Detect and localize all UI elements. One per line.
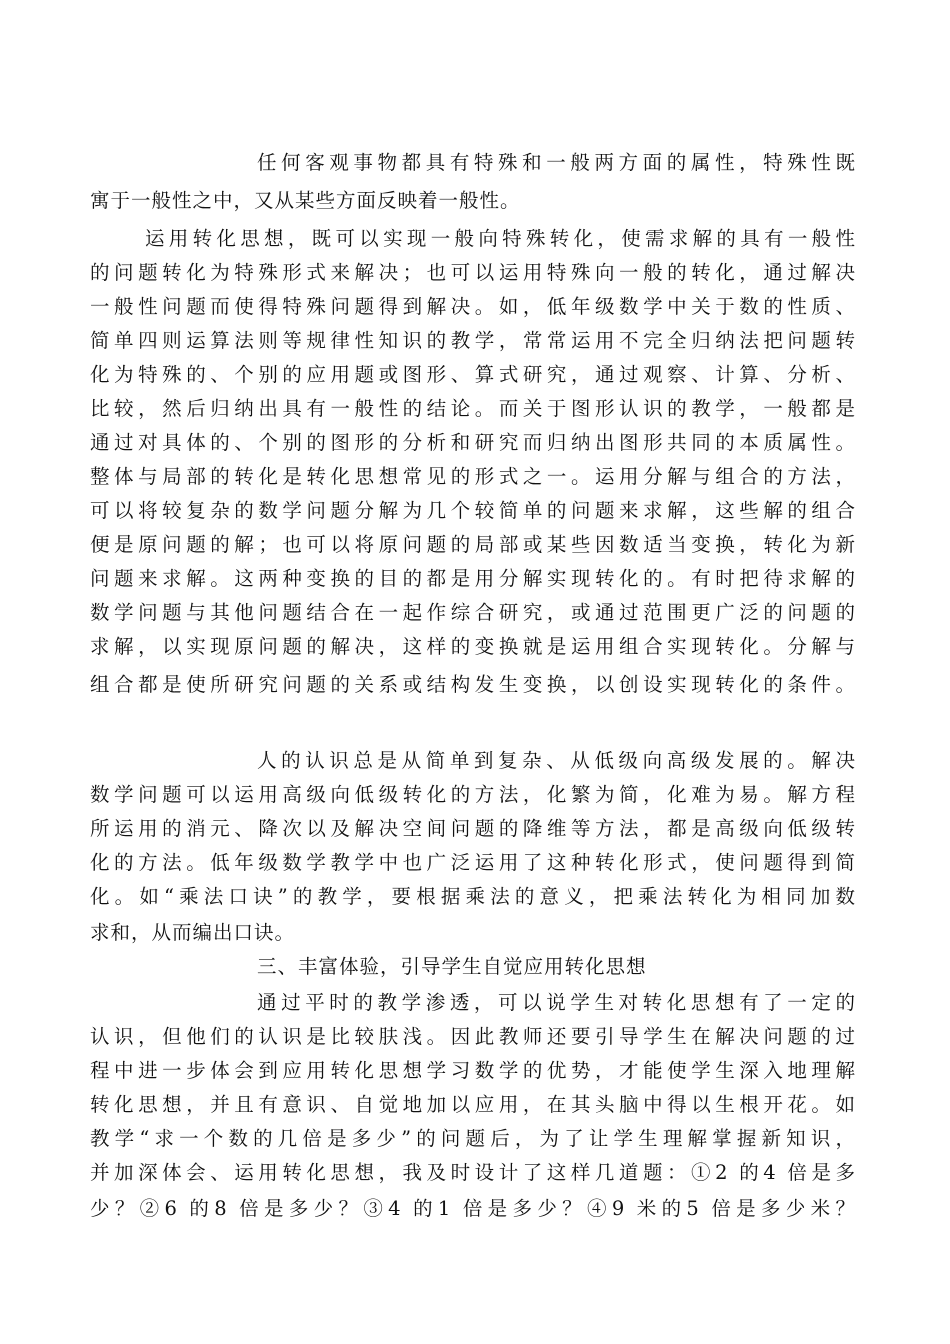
text-line: 数学问题与其他问题结合在一起作综合研究，或通过范围更广泛的问题的 <box>90 601 856 624</box>
text-line: 一般性问题而使得特殊问题得到解决。如，低年级数学中关于数的性质、 <box>90 295 856 318</box>
text-line: 数学问题可以运用高级向低级转化的方法，化繁为简，化难为易。解方程 <box>90 783 856 806</box>
text-line: 转化思想，并且有意识、自觉地加以应用，在其头脑中得以生根开花。如 <box>90 1093 856 1116</box>
section-heading: 三、丰富体验，引导学生自觉应用转化思想 <box>257 955 647 978</box>
text-line: 通过平时的教学渗透，可以说学生对转化思想有了一定的 <box>257 991 856 1014</box>
text-line: 简单四则运算法则等规律性知识的教学，常常运用不完全归纳法把问题转 <box>90 329 856 352</box>
text-line: 寓于一般性之中，又从某些方面反映着一般性。 <box>90 189 521 212</box>
text-line: 求和，从而编出口诀。 <box>90 921 296 944</box>
text-line: 并加深体会、运用转化思想，我及时设计了这样几道题：①2 的4 倍是多 <box>90 1161 856 1184</box>
text-line: 整体与局部的转化是转化思想常见的形式之一。运用分解与组合的方法， <box>90 465 856 488</box>
text-line: 所运用的消元、降次以及解决空间问题的降维等方法，都是高级向低级转 <box>90 817 856 840</box>
text-line: 组合都是使所研究问题的关系或结构发生变换，以创设实现转化的条件。 <box>90 673 856 696</box>
text-line: 的问题转化为特殊形式来解决；也可以运用特殊向一般的转化，通过解决 <box>90 261 856 284</box>
text-line: 教学“求一个数的几倍是多少”的问题后，为了让学生理解掌握新知识， <box>90 1127 856 1150</box>
text-line: 求解，以实现原问题的解决，这样的变换就是运用组合实现转化。分解与 <box>90 635 856 658</box>
text-line: 运用转化思想，既可以实现一般向特殊转化，使需求解的具有一般性 <box>145 227 856 250</box>
text-line: 便是原问题的解；也可以将原问题的局部或某些因数适当变换，转化为新 <box>90 533 856 556</box>
text-line: 认识，但他们的认识是比较肤浅。因此教师还要引导学生在解决问题的过 <box>90 1025 856 1048</box>
text-line: 可以将较复杂的数学问题分解为几个较简单的问题来求解，这些解的组合 <box>90 499 856 522</box>
text-line: 通过对具体的、个别的图形的分析和研究而归纳出图形共同的本质属性。 <box>90 431 856 454</box>
text-line: 任何客观事物都具有特殊和一般两方面的属性，特殊性既 <box>257 151 856 174</box>
text-line: 程中进一步体会到应用转化思想学习数学的优势，才能使学生深入地理解 <box>90 1059 856 1082</box>
text-line: 问题来求解。这两种变换的目的都是用分解实现转化的。有时把待求解的 <box>90 567 856 590</box>
text-line: 比较，然后归纳出具有一般性的结论。而关于图形认识的教学，一般都是 <box>90 397 856 420</box>
text-line: 化为特殊的、个别的应用题或图形、算式研究，通过观察、计算、分析、 <box>90 363 856 386</box>
text-line: 化。如“乘法口诀”的教学，要根据乘法的意义，把乘法转化为相同加数 <box>90 885 856 908</box>
text-line: 人的认识总是从简单到复杂、从低级向高级发展的。解决 <box>257 749 856 772</box>
text-line: 少？②6 的8 倍是多少？③4 的1 倍是多少？④9 米的5 倍是多少米？ <box>90 1197 856 1220</box>
text-line: 化的方法。低年级数学教学中也广泛运用了这种转化形式，使问题得到简 <box>90 851 856 874</box>
